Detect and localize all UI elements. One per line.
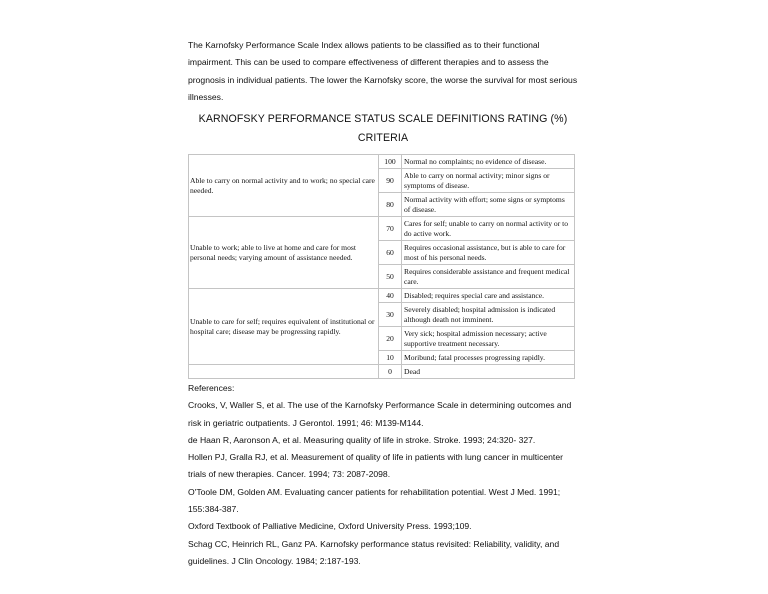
score-cell: 0 [379,365,402,379]
description-cell: Requires considerable assistance and frequent medical care. [402,265,575,289]
description-cell: Severely disabled; hospital admission is indicated although death not imminent. [402,303,575,327]
description-cell: Disabled; requires special care and assistance. [402,289,575,303]
description-cell: Normal no complaints; no evidence of disease. [402,155,575,169]
description-cell: Very sick; hospital admission necessary; active supportive treatment necessary. [402,327,575,351]
table-row [189,217,575,241]
table-row [189,365,575,379]
references-heading: References: [188,383,235,393]
category-cell: Unable to work; able to live at home and care for most personal needs; varying amount of assistance needed. [189,217,379,289]
table-title-line-1: KARNOFSKY PERFORMANCE STATUS SCALE DEFINITIONS RATING (%) [198,113,568,125]
table-title-line-2: CRITERIA [357,132,409,144]
category-cell-empty [189,365,379,379]
intro-paragraph: The Karnofsky Performance Scale Index allows patients to be classified as to their functional impairment. This can be used to compare effectiveness of different therapies and to assess the prognosis in individual patients. The lower the Karnofsky score, the worse the survival for most serious illnesses. [188,40,578,102]
reference-item: O'Toole DM, Golden AM. Evaluating cancer patients for rehabilitation potential. West J Med. 1991; 155:384-387. [188,486,561,515]
karnofsky-table [188,154,575,379]
references-section [188,380,583,570]
reference-item: Schag CC, Heinrich RL, Ganz PA. Karnofsky performance status revisited: Reliability, validity, and guidelines. J Clin Oncology. 1984; 2:187-193. [188,538,560,566]
reference-item: Hollen PJ, Gralla RJ, et al. Measurement of quality of life in patients with lung cancer in multicenter trials of new therapies. Cancer. 1994; 73: 2087-2098. [188,452,563,480]
category-cell: Able to carry on normal activity and to work; no special care needed. [189,155,379,217]
score-cell: 10 [379,351,402,365]
description-cell: Dead [402,365,575,379]
score-cell: 80 [379,193,402,217]
score-cell: 90 [379,169,402,193]
description-cell: Normal activity with effort; some signs or symptoms of disease. [402,193,575,217]
score-cell: 50 [379,265,402,289]
reference-item: Oxford Textbook of Palliative Medicine, Oxford University Press. 1993;109. [188,521,472,532]
description-cell: Moribund; fatal processes progressing rapidly. [402,351,575,365]
score-cell: 20 [379,327,402,351]
table-title [178,110,588,148]
description-cell: Requires occasional assistance, but is able to care for most of his personal needs. [402,241,575,265]
score-cell: 60 [379,241,402,265]
reference-item: Crooks, V, Waller S, et al. The use of the Karnofsky Performance Scale in determining outcomes and risk in geriatric outpatients. J Gerontol. 1991; 46: M139-M144. [188,400,572,428]
score-cell: 40 [379,289,402,303]
score-cell: 100 [379,155,402,169]
category-cell: Unable to care for self; requires equivalent of institutional or hospital care; disease may be progressing rapidly. [189,289,379,365]
score-cell: 30 [379,303,402,327]
table-row [189,289,575,303]
description-cell: Cares for self; unable to carry on normal activity or to do active work. [402,217,575,241]
table-row [189,155,575,169]
score-cell: 70 [379,217,402,241]
reference-item: de Haan R, Aaronson A, et al. Measuring quality of life in stroke. Stroke. 1993; 24:320- 327. [188,434,536,445]
description-cell: Able to carry on normal activity; minor signs or symptoms of disease. [402,169,575,193]
